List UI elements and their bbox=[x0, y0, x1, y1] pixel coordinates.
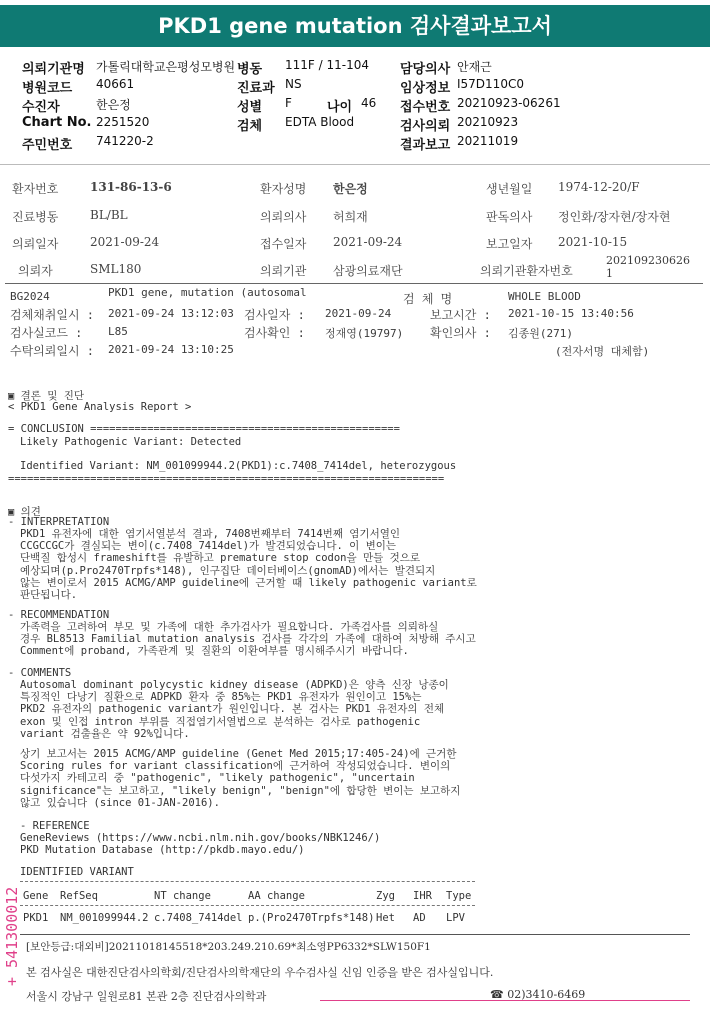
certification-text: 본 검사실은 대한진단검사의학회/진단검사의학재단의 우수검사실 신임 인증을 받은 검사실입니다. bbox=[26, 966, 494, 979]
value-exam-date: 2021-09-24 bbox=[325, 307, 392, 320]
value-patient-name: 한은정 bbox=[333, 182, 368, 196]
label-req-date: 의뢰일자 bbox=[12, 237, 59, 251]
th-zyg: Zyg bbox=[376, 890, 395, 902]
value-req-org: 삼광의료재단 bbox=[333, 264, 403, 278]
label-sex: 성별 bbox=[237, 100, 263, 115]
th-type: Type bbox=[446, 890, 472, 902]
comments-heading: - COMMENTS bbox=[8, 667, 72, 679]
label-hospital-code: 병원코드 bbox=[22, 81, 73, 96]
label-recv-date: 접수일자 bbox=[260, 237, 307, 251]
recommendation-text: 가족력을 고려하여 부모 및 가족에 대한 추가검사가 필요합니다. 가족검사를 의뢰하실 경우 BL8513 Familial mutation analysis 검사를 각각의 가족에 대하여 처방해 주시고 Comment에 proband, 가족관계 및 질환의 이환여부를 명시해주시기 바랍니다. bbox=[20, 621, 476, 658]
result-heading: ▣ 결론 및 진단 bbox=[8, 390, 85, 402]
comments-text-1: Autosomal dominant polycystic kidney disease (ADPKD)은 양측 신장 낭종이 특징적인 다낭기 질환으로 ADPKD 환자 중 85%는 PKD1 유전자가 원인이고 15%는 PKD2 유전자의 pathogenic variant가 원인입니다. 본 검사는 PKD1 유전자의 전체 exon 및 인접 intron 부위를 직접염기서열법으로 분석하는 검사로 pathogenic variant 검출율은 약 92%입니다. bbox=[20, 679, 449, 740]
label-doctor: 담당의사 bbox=[400, 62, 451, 77]
conclusion-heading: = CONCLUSION ================================================= bbox=[8, 423, 400, 435]
value-requester: SML180 bbox=[90, 262, 142, 276]
identified-variant-text: Identified Variant: NM_001099944.2(PKD1):c.7408_7414del, heterozygous bbox=[20, 460, 457, 472]
value-read-doctor: 정인화/장자현/장자현 bbox=[558, 210, 671, 224]
label-ward: 병동 bbox=[237, 62, 263, 77]
opinion-heading: ▣ 의견 bbox=[8, 506, 41, 518]
th-aa-change: AA change bbox=[248, 890, 305, 902]
value-institution: 가톨릭대학교은평성모병원 bbox=[96, 60, 236, 74]
th-nt-change: NT change bbox=[154, 890, 211, 902]
value-dept-ward: BL/BL bbox=[90, 208, 128, 222]
value-department: NS bbox=[285, 77, 302, 91]
label-result-report: 결과보고 bbox=[400, 138, 451, 153]
conclusion-rule: ===================================================================== bbox=[8, 473, 445, 485]
value-consign-time: 2021-09-24 13:10:25 bbox=[108, 343, 234, 356]
td-ihr: AD bbox=[413, 912, 426, 924]
reference-heading: - REFERENCE bbox=[20, 820, 90, 832]
label-req-doctor: 의뢰의사 bbox=[260, 210, 307, 224]
value-recv-date: 2021-09-24 bbox=[333, 235, 403, 249]
value-receipt-no: 20210923-06261 bbox=[457, 96, 561, 110]
label-clinical-info: 임상정보 bbox=[400, 81, 451, 96]
label-institution: 의뢰기관명 bbox=[22, 62, 85, 77]
vertical-stamp bbox=[2, 808, 24, 988]
interpretation-heading: - INTERPRETATION bbox=[8, 516, 110, 528]
info-divider bbox=[5, 283, 703, 284]
test-name: PKD1 gene, mutation (autosomal bbox=[108, 286, 307, 299]
value-hospital-code: 40661 bbox=[96, 77, 135, 91]
conclusion-text: Likely Pathogenic Variant: Detected bbox=[20, 436, 242, 448]
address-text: 서울시 강남구 일원로81 본관 2층 진단검사의학과 bbox=[26, 990, 267, 1003]
footer-pink-line bbox=[320, 1000, 690, 1001]
value-sex: F bbox=[285, 96, 292, 110]
label-resident-no: 주민번호 bbox=[22, 138, 73, 153]
interpretation-text: PKD1 유전자에 대한 염기서열분석 결과, 7408번째부터 7414번째 염기서열인 CCGCCGC가 결실되는 변이(c.7408_7414del)가 발견되었습니다. 이 변이는 단백질 합성시 frameshift를 유발하고 premature stop codon을 만들 것으로 예상되며(p.Pro2470Trpfs*148), 인구집단 데이터베이스(gnomAD)에서는 발견되지 않는 변이로서 2015 ACMG/AMP guideline에 근거할 때 likely pathogenic variant로 판단됩니다. bbox=[20, 528, 477, 602]
security-line: [보안등급:대외비]20211018145518*203.249.210.69*최소영PP6332*SLW150F1 bbox=[26, 941, 431, 953]
label-requester: 의뢰자 bbox=[18, 264, 53, 278]
label-dept-ward: 진료병동 bbox=[12, 210, 59, 224]
report-title: PKD1 gene mutation 검사결과보고서 bbox=[0, 5, 710, 47]
label-patient: 수진자 bbox=[22, 100, 60, 115]
td-gene: PKD1 bbox=[23, 912, 49, 924]
value-ward: 111F / 11-104 bbox=[285, 58, 369, 72]
label-report-time: 보고시간 : bbox=[430, 308, 491, 322]
td-zyg: Het bbox=[376, 912, 395, 924]
value-age: 46 bbox=[361, 96, 377, 110]
th-ihr: IHR bbox=[413, 890, 432, 902]
value-patient: 한은정 bbox=[96, 98, 131, 112]
value-doctor: 안재근 bbox=[457, 60, 492, 74]
value-org-patient-no-2: 1 bbox=[606, 267, 613, 280]
label-patient-no: 환자번호 bbox=[12, 182, 59, 196]
label-receipt-no: 접수번호 bbox=[400, 100, 451, 115]
stamp-number: + 541300012 bbox=[3, 886, 21, 986]
table-mid-rule bbox=[20, 905, 475, 906]
label-exam-date: 검사일자 : bbox=[244, 308, 305, 322]
value-report-time: 2021-10-15 13:40:56 bbox=[508, 307, 634, 320]
value-specimen-name: WHOLE BLOOD bbox=[508, 290, 581, 303]
identified-variant-heading: IDENTIFIED VARIANT bbox=[20, 866, 134, 878]
value-collect-time: 2021-09-24 13:12:03 bbox=[108, 307, 234, 320]
esign-note: (전자서명 대체함) bbox=[555, 345, 650, 358]
phone-text: ☎ 02)3410-6469 bbox=[490, 988, 586, 1001]
value-clinical-info: I57D110C0 bbox=[457, 77, 524, 91]
label-lab-code: 검사실코드 : bbox=[10, 326, 83, 340]
value-org-patient-no: 202109230626 bbox=[606, 254, 690, 267]
value-confirm-doctor: 김종원(271) bbox=[508, 327, 573, 340]
table-top-rule bbox=[20, 881, 475, 882]
value-specimen: EDTA Blood bbox=[285, 115, 355, 129]
label-read-doctor: 판독의사 bbox=[486, 210, 533, 224]
value-patient-no: 131-86-13-6 bbox=[90, 180, 172, 194]
label-patient-name: 환자성명 bbox=[260, 182, 307, 196]
test-code: BG2024 bbox=[10, 290, 50, 303]
value-request-date: 20210923 bbox=[457, 115, 519, 129]
label-chart-no: Chart No. bbox=[22, 115, 92, 130]
label-req-org: 의뢰기관 bbox=[260, 264, 307, 278]
value-exam-confirm: 정재영(19797) bbox=[325, 327, 404, 340]
reference-text: GeneReviews (https://www.ncbi.nlm.nih.gov/books/NBK1246/) PKD Mutation Database (http://pkdb.mayo.edu/) bbox=[20, 832, 381, 857]
value-resident-no: 741220-2 bbox=[96, 134, 154, 148]
label-specimen-name: 검 체 명 bbox=[403, 292, 453, 306]
value-req-doctor: 허희재 bbox=[333, 210, 368, 224]
label-department: 진료과 bbox=[237, 81, 275, 96]
th-refseq: RefSeq bbox=[60, 890, 98, 902]
footer-top-rule bbox=[20, 934, 690, 935]
comments-text-2: 상기 보고서는 2015 ACMG/AMP guideline (Genet Med 2015;17:405-24)에 근거한 Scoring rules for variant classification에 근거하여 작성되었습니다. 변이의 다섯가지 카테고리 중 "pathogenic", "likely pathogenic", "uncertain significance"는 보고하고, "likely benign", "benign"에 합당한 변이는 보고하지 않고 있습니다 (since 01-JAN-2016). bbox=[20, 748, 461, 809]
label-request-date: 검사의뢰 bbox=[400, 119, 451, 134]
value-result-report: 20211019 bbox=[457, 134, 519, 148]
label-report-date: 보고일자 bbox=[486, 237, 533, 251]
value-chart-no: 2251520 bbox=[96, 115, 150, 129]
td-type: LPV bbox=[446, 912, 465, 924]
header-divider bbox=[0, 164, 710, 165]
value-lab-code: L85 bbox=[108, 325, 128, 338]
label-age: 나이 bbox=[327, 100, 353, 115]
th-gene: Gene bbox=[23, 890, 49, 902]
td-nt-change: c.7408_7414del bbox=[154, 912, 243, 924]
label-dob: 생년월일 bbox=[486, 182, 533, 196]
label-specimen: 검체 bbox=[237, 119, 263, 134]
value-req-date: 2021-09-24 bbox=[90, 235, 160, 249]
value-dob: 1974-12-20/F bbox=[558, 180, 640, 194]
td-aa-change: p.(Pro2470Trpfs*148) bbox=[248, 912, 375, 924]
label-org-patient-no: 의뢰기관환자번호 bbox=[480, 264, 573, 278]
label-consign-time: 수탁의뢰일시 : bbox=[10, 344, 95, 358]
td-refseq: NM_001099944.2 bbox=[60, 912, 149, 924]
label-exam-confirm: 검사확인 : bbox=[244, 326, 305, 340]
report-subtitle: < PKD1 Gene Analysis Report > bbox=[8, 401, 192, 413]
recommendation-heading: - RECOMMENDATION bbox=[8, 609, 110, 621]
label-collect-time: 검체채취일시 : bbox=[10, 308, 95, 322]
label-confirm-doctor: 확인의사 : bbox=[430, 326, 491, 340]
value-report-date: 2021-10-15 bbox=[558, 235, 628, 249]
